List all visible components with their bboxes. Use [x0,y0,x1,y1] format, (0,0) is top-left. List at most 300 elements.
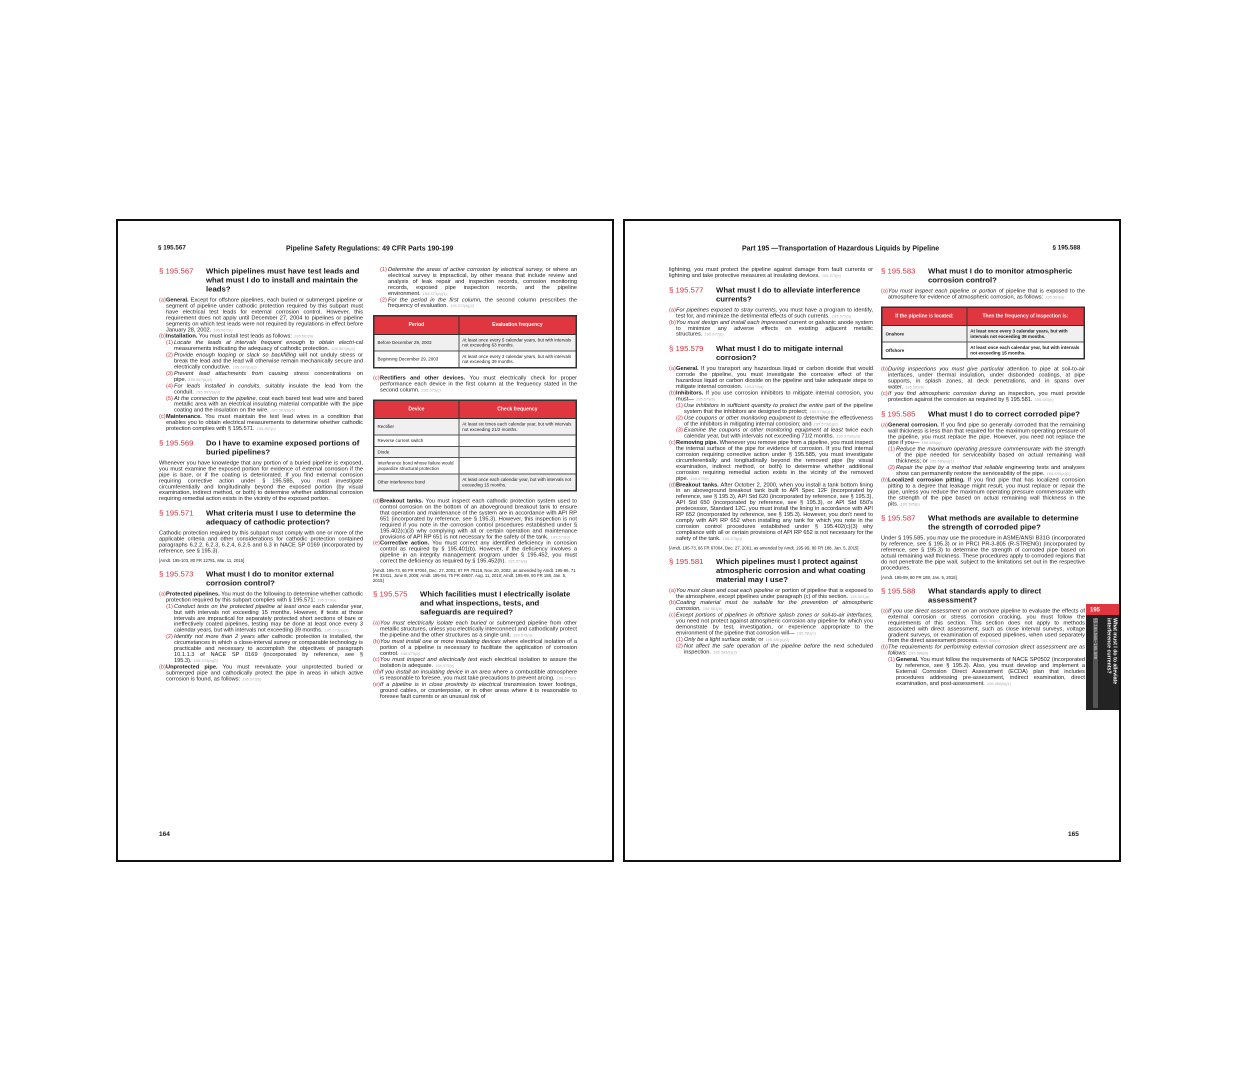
table-header: Then the frequency of inspection is: [967,307,1084,326]
paragraph-heading: Corrective action. [380,540,430,547]
paragraph-text: You must correct any identified deficiency in corrosion control as required by § 195.401(b). However, if the deficiency involves a pipeline in an integrity management program under § 195.452, you must correct the deficiency as required by § 195.452(h). [380,540,577,565]
table-cell: Diode [374,446,459,457]
citation: 195.585(a)(1) [929,459,954,464]
paragraph-text: engineering tests and analyses show can permanently restore the serviceability of the pipe. [896,464,1085,477]
paragraph [881,477,1085,507]
section-number: § 195.588 [881,586,916,596]
paragraph [881,465,1085,477]
section-title: Which pipelines must have test leads and what must I do to install and maintain the leads? [206,267,360,294]
paragraph-label: (c) [373,656,380,663]
paragraph-label: (5) [166,395,173,402]
paragraph-text: where a combustible atmosphere is reasonable to foresee, you must take precautions to prevent arcing. [380,669,577,682]
paragraph [373,657,577,669]
paragraph-heading: Breakout tanks. [676,481,719,488]
paragraph-label: (3) [166,370,173,377]
paragraph-label: (a) [159,297,166,303]
citation: 195.573(a) [317,597,337,603]
paragraph-italic-lead: During inspections you must give particular [888,366,1004,373]
paragraph-label: (2) [166,633,173,640]
paragraph-label: (b) [881,476,888,483]
column-left [669,267,873,656]
paragraph-text: attention to pipe at soil-to-air interfaces, under thermal insulation, under disbonded coatings, at pipe supports, in splash zones, at deck penetrations, and in spans over water. [888,366,1085,391]
paragraph-heading: Breakout tanks. [380,498,424,505]
paragraph-label: (b) [881,366,888,373]
section-heading [159,570,363,588]
paragraph-text: You must inspect each cathodic protection system used to control corrosion on the bottom of an aboveground breakout tank to ensure that operation and maintenance of the system are in accordance with API RP 651 (incorporated by reference, see § 195.3). However, this inspection is not required if you note in the corrosion control procedures established under § 195.402(c)(3) why complying with all or certain operation and maintenance provisions of API RP 651 is not necessary for the safety of the tank. [380,498,577,540]
amendment-note: [Amdt. 195-99, 80 FR 188, Jan. 5, 2015] [881,574,957,580]
paragraph-italic-lead: At the connection to the pipeline, [174,395,258,402]
paragraph-italic-lead: If a pipeline is in close proximity to electrical [380,681,502,688]
running-head-section: § 195.567 [158,244,186,251]
table-row [374,474,577,491]
paragraph-italic-lead: You must clean and coat each pipeline [676,587,774,594]
paragraph-italic-lead: You must electrically isolate each buried [380,620,487,627]
paragraph-text: cathodic protection is installed, the circumstances in which a close-interval survey or comparable technology is practicable and necessary to accomplish the objectives of paragraph 10.1.1.3 of NACE SP 0169 (incorporated by reference, see § 195.3). [174,633,363,664]
paragraph [669,366,873,390]
citation: 195.577(a) [831,313,852,319]
paragraph [669,588,873,600]
table-cell: Interference bond whose failure would jeopardize structural protection [374,458,459,475]
table-cell: At least once every 3 calendar years, but with intervals not exceeding 39 months. [459,351,576,368]
paragraph-label: (1) [676,402,683,409]
paragraph-text: or submerged pipeline from other metallic structures, unless you electrically interconnect and cathodically protect the pipeline and the other structures as a single unit. [380,620,577,638]
paragraph-label: (3) [676,427,683,434]
paragraph-label: (2) [676,414,683,421]
paragraph-text: will not unduly stress or break the lead and the lead will otherwise remain mechanically secure and electrically conductive. [174,352,363,370]
paragraph-label: (1) [676,636,683,643]
section-number: § 195.575 [373,590,408,599]
paragraph-italic-lead: You must design and install each impressed [676,319,788,326]
paragraph-label: (a) [159,590,166,597]
paragraph-label: (a) [669,365,676,372]
table-row [374,419,577,436]
paragraph-label: (2) [676,642,683,649]
paragraph-italic-lead: Only be a light surface oxide; [684,636,757,643]
paragraph-italic-lead: Not affect the safe operation of the pipeline before [684,642,820,649]
citation: 195.579(b) [695,396,716,402]
paragraph-text: each electrical isolation to assure the isolation is adequate. [380,656,577,669]
paragraph [159,604,363,634]
paragraph-label: (b) [669,319,676,326]
paragraph-text: cal measurements indicating the adequacy of cathodic protection. [174,339,363,352]
paragraph [669,267,873,279]
paragraph-italic-lead: Except portions of pipelines in offshore splash zones or soil-to-air interfaces, [676,612,873,619]
table-cell: Reverse current switch [374,435,459,446]
paragraph-italic-lead: For leads installed in conduits, [174,382,261,389]
table-cell [459,446,576,457]
paragraph [669,440,873,482]
paragraph-italic-lead: Use coupons or other monitoring equipment to determine [684,414,829,421]
paragraph-italic-lead: For pipelines exposed to stray currents, [676,306,778,313]
paragraph-heading: Installation. [166,333,198,340]
paragraph-label: (1) [888,446,895,453]
section-heading [881,587,1085,605]
paragraph-label: (c) [669,439,676,446]
citation: 195.573(a)(1) [324,628,349,633]
table-cell: Onshore [882,326,967,343]
citation: 195.579(c) [690,476,710,481]
citation: 195.573(b)(1) [422,291,447,296]
paragraph [159,371,363,383]
paragraph-text: lightning, you must protect the pipeline against damage from fault currents or lightning and take protective measures at insulating devices. [669,266,873,279]
paragraph-label: (e) [373,681,380,688]
section-number: § 195.567 [159,267,194,276]
paragraph-text: Cathodic protection required by this subpart must comply with one or more of the applicable criteria and other considerations for cathodic protection contained paragraphs 6.2.2, 6.2.3, 6.2.4, 6.2.5 and 6.3 in NACE SP 0169 (incorporated by reference, see § 195.3). [159,530,363,554]
page-number: 165 [1068,830,1079,838]
paragraph [373,375,577,393]
paragraph-text: Under § 195.585, you may use the procedure in ASME/ANSI B31G (incorporated by reference, see § 195.3) or in PRCI PR-3-805 (R-STRENG) (incorporated by reference, see § 195.3) to determine the strength of corroded pipe based on actual remaining wall thickness. These procedures apply to corroded regions that do not penetrate the pipe wall, subject to the limitations set out in the respective procedures. [881,535,1085,571]
table-cell: Offshore [882,342,967,359]
amendment-note: [Amdt. 195-73, 66 FR 67004, Dec. 27, 2001; 67 FR 70118, Nov. 20, 2002, as amended by Amdt. 195-86, 71 FR 33411, June 9, 2006; Amdt. 195-94, 75 FR 48607, Aug. 11, 2010; Amdt. 195-99, 80 FR 188, Jan. 5, 2015] [373,568,576,584]
citation: 195.579(b)(1) [809,409,834,414]
section-title: What must I do to monitor external corrosion control? [206,569,334,588]
paragraph [159,591,363,603]
citation: 195.581(c)(2) [713,649,738,655]
paragraph-text: the next scheduled inspection. [684,642,873,655]
paragraph-label: (2) [888,464,895,471]
table-header: Period [374,316,459,335]
paragraph-label: (1) [380,266,387,273]
paragraph [373,499,577,541]
paragraph [669,643,873,655]
table-header: Device [374,400,459,419]
citation: 195.567(b)(1) [331,346,356,352]
table-cell [459,458,576,475]
column-right [373,267,577,700]
part-number-tab: 195 [1086,604,1121,615]
paragraph [159,298,363,334]
citation: 195.567(b) [293,334,314,339]
paragraph-label: (c) [373,374,380,381]
section-heading [669,345,873,363]
citation: 195.588(b) [908,651,929,656]
table-header: Evaluation frequency [459,316,576,335]
table-cell: Other interference bond [374,474,459,491]
paragraph-label: (b) [669,599,676,606]
paragraph-heading: General. [676,365,699,372]
paragraph-label: (d) [373,498,380,505]
paragraph-label: (c) [159,413,166,420]
citation: 195.567(b)(4) [195,389,221,395]
section-title: What standards apply to direct assessment? [928,586,1042,605]
paragraph-label: (b) [373,638,380,645]
paragraph-heading: General. [896,656,919,663]
paragraph-label: (1) [166,339,173,346]
paragraph-text: Except for offshore pipelines, each buried or submerged pipeline or segment of pipeline under cathodic protection required by this subpart must have electrical test leads for external corrosion control. However, this requirement does not apply until December 27, 2004 to pipelines or pipeline segments on which test leads were not required by regulations in effect before January 28, 2002. [166,297,363,333]
thumb-tab-title: What must I do to alleviate interference currents? [1106,618,1118,685]
paragraph [669,600,873,612]
paragraph-text: If you find pipe that has localized corrosion pitting to a degree that leakage might result, you must replace or repair the pipe, unless you reduce the maximum operating pressure commensurate with the strength of the pipe based on actual remaining wall thickness in the pits. [888,476,1085,507]
paragraph-label: (a) [373,620,380,627]
section-title: Do I have to examine exposed portions of buried pipelines? [206,438,360,457]
paragraph-italic-lead: Conduct tests on the protected pipeline at least once [174,603,311,610]
citation: 195.579(b)(3) [836,434,861,439]
paragraph-label: (e) [373,540,380,547]
paragraph [669,320,873,338]
paragraph-italic-lead: Reduce the maximum operating pressure commensurate with [896,446,1053,453]
paragraph [159,414,363,432]
section-title: What must I do to monitor atmospheric corrosion control? [928,267,1073,285]
paragraph-text: where electrical isolation of a portion of a pipeline is necessary to facilitate the application of corrosion control. [380,638,577,657]
paragraph-text: pipeline to evaluate the effects of external corrosion or stress corrosion cracking, you must follow the requirements of this section. This section does not apply to methods associated with direct assessment, such as close interval surveys, voltage gradient surveys, or examination of exposed pipelines, when used separately from the direct assessment process. [888,607,1086,644]
paragraph-label: (b) [159,333,166,340]
citation: 195.579(b)(2) [813,421,838,427]
section-heading [669,286,873,304]
section-title: What must I do to mitigate internal corrosion? [716,344,844,363]
citation: 195.567(b)(3) [188,377,213,382]
paragraph-italic-lead: Coating material must be suitable for the prevention of atmospheric corrosion. [676,599,873,612]
paragraph-label: (2) [166,352,173,359]
table-header: If the pipeline is located: [882,307,967,326]
citation: 195.575(e) [821,273,842,278]
section-title: Which pipelines must I protect against atmospheric corrosion and what coating material may I use? [716,557,866,584]
column-left [159,267,363,683]
section-title: Which facilities must I electrically isolate and what inspections, tests, and safeguards are required? [420,590,571,617]
amendment-note: [Amdt. 195-73, 66 FR 67004, Dec. 27, 2001, as amended by Amdt. 195-99, 80 FR 188, Jan. 5, 2015] [669,545,859,551]
running-head-title: Pipeline Safety Regulations: 49 CFR Parts 190-199 [286,244,454,252]
paragraph-italic-lead: Locate the leads at intervals frequent enough to obtain electri- [174,339,356,346]
section-heading [881,410,1085,419]
paragraph-label: (a) [881,607,888,614]
right-page [623,219,1121,862]
section-number: § 195.581 [669,557,704,566]
paragraph-text: part of the pipeline system that the inhibitors are designed to protect; [684,402,873,415]
citation: 195.573(d) [550,534,570,540]
paragraph-text: Whenever you have knowledge that any portion of a buried pipeline is exposed, you must examine the exposed portion for evidence of external corrosion if the pipe is bare, or if the coating is deteriorated. If you find external corrosion requiring corrective action under § 195.585, you must investigate circumferentially and longitudinally beyond the exposed portion (by visual examination, indirect method, or both) to determine whether additional corrosion requiring remedial action exists in the vicinity of the exposed portion. [159,459,363,502]
section-title: What methods are available to determine the strength of corroded pipe? [928,514,1079,532]
paragraph-text: After October 2, 2000, when you install a tank bottom lining in an aboveground breakout tank built to API Spec 12F (incorporated by reference, see § 195.3), API Std 620 (incorporated by reference, see § 195.3), API Std 650 (incorporated by reference, see § 195.3), or API Std 650's predecessor, Standard 12C, you must install the lining in accordance with API RP 652 (incorporated by reference, see § 195.3). However, you don't need to comply with API RP 652 when installing any tank for which you note in the corrosion control procedures established under § 195.402(c)(3) why compliance with all or certain provisions of API RP 652 is not necessary for the safety of the tank. [676,481,873,542]
paragraph-text: concentrations on pipe. [174,370,363,383]
paragraph-label: (b) [881,644,888,651]
paragraph [159,383,363,395]
paragraph-text: If you use corrosion inhibitors to mitigate internal corrosion, you must— [676,389,873,402]
paragraph-label: (b) [669,389,676,396]
citation: 195.585(a)(2) [1046,471,1071,476]
paragraph-text: the second column prescribes the frequency of evaluation. [388,296,577,309]
citation: 195.567(b)(2) [232,364,257,370]
citation: 195.567(a) [213,327,233,333]
paragraph-text: You must reevaluate your unprotected buried or submerged pipe and cathodically protect the pipe in areas in which active corrosion is found, as follows: [166,663,364,682]
paragraph-heading: Inhibitors. [676,389,704,396]
citation: 195.573(e) [507,559,528,564]
paragraph-label: (d) [373,669,380,676]
citation: 195.567(c) [256,426,276,432]
paragraph-label: (b) [159,663,166,670]
section-title: What criteria must I use to determine the adequacy of cathodic protection? [206,509,356,527]
section-heading [159,509,363,527]
section-number: § 195.585 [881,409,916,419]
section-heading [881,514,1085,532]
citation: 195.583(c) [1034,397,1054,402]
paragraph-italic-lead: You must inspect and electrically test [380,656,478,663]
paragraph-italic-lead: Prevent lead attachments from causing stress [174,370,309,377]
paragraph-text: suitably insulate the lead from the conduit. [174,382,364,395]
paragraph [159,396,363,414]
table-cell: Before December 29, 2003 [374,334,459,351]
paragraph [159,664,363,682]
paragraph [373,267,577,297]
section-number: § 195.579 [669,344,704,354]
citation: 195.575(b) [400,651,420,656]
paragraph-label: (2) [380,296,387,303]
paragraph [669,403,873,415]
paragraph [881,367,1085,391]
section-heading [373,590,577,617]
paragraph [159,634,363,664]
paragraph [669,482,873,542]
paragraph [881,391,1085,403]
paragraph-text: You must electrically check for proper performance each device in the first column at the frequency stated in the second column. [380,374,577,393]
paragraph [669,415,873,427]
table-cell: Rectifier [374,419,459,436]
paragraph [159,531,363,555]
thumb-tab-range: §§ 195.565–195.588 [1093,618,1098,708]
section-thumb-tab[interactable] [1086,604,1121,710]
citation: 195.577(b) [704,332,724,337]
frequency-table [881,306,1085,359]
table-cell: At least once every 3 calendar years, but with intervals not exceeding 39 months. [967,326,1084,343]
paragraph-text: coat each bared test lead wire and bared metallic area with an electrical insulating material compatible with the pipe coating and the insulation on the wire. [174,395,364,414]
paragraph-label: (a) [881,421,888,428]
paragraph [881,422,1085,446]
paragraph-italic-lead: Provide enough looping or slack so backfilling [174,352,297,359]
citation: 195.581(b) [702,606,723,612]
citation: 195.585(a) [921,440,941,446]
section-number: § 195.587 [881,514,916,523]
paragraph [881,536,1085,572]
section-number: § 195.573 [159,569,194,579]
paragraph-text: the effectiveness of the inhibitors in mitigating internal corrosion; and [684,414,873,427]
paragraph-text: of pipeline that is exposed to the atmosphere for evidence of atmospheric corrosion, as follows: [888,288,1085,300]
paragraph-label: (a) [669,587,676,594]
running-head-section: § 195.588 [1052,244,1081,251]
paragraph-text: the strength of the pipe needed for serviceability based on actual remaining wall thickness; or [896,446,1085,465]
paragraph [881,289,1085,301]
paragraph-italic-lead: For the period in the first column, [388,296,482,303]
table-cell: At least once each calendar year, but with intervals not exceeding 15 months. [459,474,576,491]
citation: 195.579(d) [722,536,742,541]
paragraph [373,670,577,682]
paragraph [159,340,363,352]
paragraph-italic-lead: You must inspect each pipeline or portion [888,288,997,294]
paragraph-text: twice each calendar year, but with intervals not exceeding 71/2 months. [684,427,873,440]
citation: 195.573(c) [421,387,441,393]
section-heading [881,267,1085,285]
paragraph [373,639,577,657]
section-title: What must I do to alleviate interference currents? [716,285,861,304]
paragraph-italic-lead: You must install one or more insulating devices [380,638,501,645]
paragraph [159,460,363,502]
table-cell: At least once each calendar year, but with intervals not exceeding 15 months. [967,342,1084,359]
paragraph-label: (c) [881,390,888,397]
table-row [374,446,577,457]
paragraph-italic-lead: If you use direct assessment on an onshore [888,607,1000,614]
paragraph-text: transmission tower footings, ground cables, or counterpoise, or in other areas where it is reasonable to foresee fault currents or an unusual risk of [380,681,577,700]
citation: 195.575(c) [435,663,455,669]
paragraph-label: (d) [669,481,676,488]
section-heading [159,439,363,457]
paragraph-label: (1) [166,603,173,610]
table-row [374,351,577,368]
paragraph-text: you need not protect against atmospheric corrosion any pipeline for which you demonstrate by test, investigation, or experience appropriate to the environment of the pipeline that corrosion will— [676,618,873,636]
citation: 195.579(a) [744,384,764,390]
citation: 195.585(b) [900,501,920,507]
section-number: § 195.571 [159,509,194,518]
section-heading [159,267,363,294]
table-cell: At least six times each calendar year, but with intervals not exceeding 21/2 months. [459,419,576,436]
table-row [882,342,1085,359]
citation: 195.581(c)(1) [765,637,790,642]
paragraph-label: (a) [881,288,888,294]
table-cell: At least once every 5 calendar years, but with intervals not exceeding 63 months. [459,334,576,351]
citation: 195.581(c) [796,630,816,636]
paragraph-heading: General. [166,297,189,303]
left-page [116,219,614,862]
paragraph-text: or where an electrical survey is impractical, by other means that include review and analysis of leak repair and inspection records, corrosion monitoring records, exposed pipe inspection records, and the pipeline environment. [388,266,578,297]
citation: 195.575(a) [512,632,533,638]
table-header: Check frequency [459,400,576,419]
citation: 195.573(a)(2) [193,658,218,663]
frequency-table [373,399,577,491]
column-right [881,267,1085,687]
paragraph [881,657,1085,687]
paragraph [881,645,1085,657]
paragraph-heading: Removing pipe. [676,439,719,446]
section-title: What must I do to correct corroded pipe? [928,409,1080,419]
paragraph-text: or portion of pipeline that is exposed to the atmosphere, except pipelines under paragraph (c) of this section. [676,587,874,600]
paragraph-italic-lead: Repair the pipe by a method that reliable [896,464,1003,471]
paragraph-text: current or galvanic anode system to minimize any adverse effects on existing adjacent metallic structures. [676,319,873,338]
citation: 195.588(b)(1) [986,681,1012,686]
paragraph-text: If you find pipe so generally corroded that the remaining wall thickness is less than that required for the maximum operating pressure of the pipeline, you must replace the pipe. However, you need not replace the pipe if you— [888,421,1085,446]
paragraph [159,353,363,371]
table-cell [459,435,576,446]
paragraph [881,608,1085,644]
page-number: 164 [159,830,170,838]
paragraph [881,447,1085,465]
paragraph-text: each calendar year, but with intervals not exceeding 15 months. However, if tests at those intervals are impractical for separately protected short sections of bare or ineffectively coated pipelines, testing may be done at least once every 3 calendar years, but with intervals not exceeding 39 months. [174,603,364,634]
paragraph-heading: Localized corrosion pitting. [888,476,965,483]
citation: 195.588(a) [980,638,1001,644]
paragraph-text: or [756,636,764,643]
table-row [374,458,577,475]
paragraph-label: (1) [888,656,895,663]
paragraph-text: You must maintain the test lead wires in a condition that enables you to obtain electrical measurements to determine whether cathodic protection complies with § 195.571. [166,413,363,432]
paragraph [373,682,577,700]
paragraph-label: (a) [669,306,676,313]
citation: 195.583(b) [905,385,925,390]
citation: 195.583(a) [1045,294,1065,300]
paragraph-italic-lead: The requirements for performing external corrosion direct assessment are as follows: [888,644,1085,657]
paragraph-italic-lead: If you install an insulating device in an area [380,669,491,676]
table-row [374,334,577,351]
section-number: § 195.577 [669,285,704,295]
paragraph-text: an inspection, you must provide protection against the corrosion as required by § 195.581. [888,390,1085,403]
paragraph-text: Whenever you remove pipe from a pipeline, you must inspect the internal surface of the pipe for evidence of corrosion. If you find internal corrosion requiring corrective action under § 195.585, you must investigate circumferentially and longitudinally beyond the removed pipe (by visual examination, indirect method, or both) to determine whether additional corrosion requiring remedial action exists in the vicinity of the removed pipe. [676,439,874,482]
paragraph-italic-lead: Examine the coupons or other monitoring equipment at least [684,427,843,434]
paragraph-text: You must do the following to determine whether cathodic protection required by this subpart complies with § 195.571: [166,590,363,603]
paragraph-italic-lead: Determine the areas of active corrosion by electrical survey, [388,266,544,273]
section-number: § 195.569 [159,438,194,448]
paragraph [669,390,873,402]
paragraph [669,307,873,319]
paragraph-heading: Maintenance. [166,413,202,420]
citation: 195.575(d) [556,676,576,681]
paragraph-text: You must follow the requirements of NACE SP0502 (incorporated by reference, see § 195.3). Also, you must develop and implement a External Corrosion Direct Assessment (ECDA) plan that includes procedures addressing pre-assessment, indirect examination, direct examination, and post-assessment. [896,656,1085,687]
paragraph-label: (c) [669,612,676,619]
citation: 195.573(b) [242,676,262,682]
citation: 195.581(a) [850,594,870,599]
